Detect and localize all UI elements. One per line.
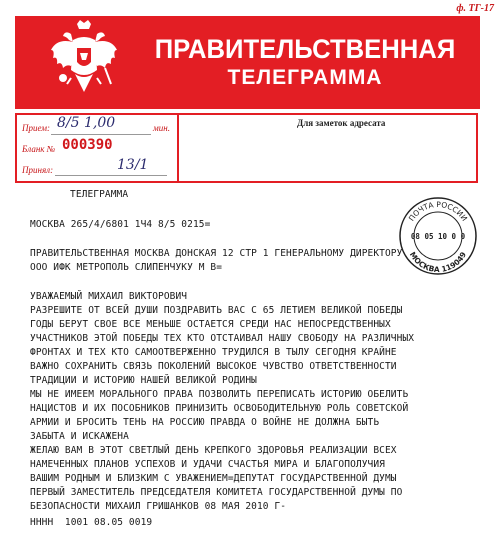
body-line: УВАЖАЕМЫЙ МИХАИЛ ВИКТОРОВИЧ (30, 291, 188, 302)
telegram-footer: НННН 1001 08.05 0019 (30, 517, 153, 528)
header-title-government: ПРАВИТЕЛЬСТВЕННАЯ (154, 34, 456, 64)
double-headed-eagle-emblem-icon (49, 20, 119, 104)
addressee-notes-label: Для заметок адресата (297, 118, 386, 128)
reception-info-box (15, 113, 478, 183)
accepted-underline (55, 175, 167, 176)
stamp-bottom-text: МОСКВА 119049 (407, 250, 469, 275)
body-line: БЕЗОПАСНОСТИ МИХАИЛ ГРИШАНКОВ 08 МАЯ 2010 Г- (30, 501, 287, 512)
body-line: НАЦИСТОВ И ИХ ПОСОБНИКОВ ПРИНИЗИТЬ ОСВОБОДИТЕЛЬНУЮ РОЛЬ СОВЕТСКОЙ (30, 403, 409, 414)
body-line: ФРОНТАХ И ТЕХ КТО САМООТВЕРЖЕННО ТРУДИЛСЯ В ТЫЛУ СЕГОДНЯ КРАЙНЕ (30, 347, 397, 358)
received-value: 8/5 1,00 (57, 115, 116, 131)
telegram-header (15, 16, 480, 109)
header-title-telegram: ТЕЛЕГРАММА (227, 66, 383, 89)
body-line: ГОДЫ БЕРУТ СВОЕ ВСЕ МЕНЬШЕ ОСТАЕТСЯ СРЕДИ НАС НЕПОСРЕДСТВЕННЫХ (30, 319, 391, 330)
form-code: ф. ТГ-17 (456, 3, 494, 14)
body-line: РАЗРЕШИТЕ ОТ ВСЕЙ ДУШИ ПОЗДРАВИТЬ ВАС С 65 ЛЕТИЕМ ВЕЛИКОЙ ПОБЕДЫ (30, 305, 403, 316)
body-line: АРМИИ И БРОСИТЬ ТЕНЬ НА РОССИЮ ПРАВДА О ВОЙНЕ НЕ ДОЛЖНА БЫТЬ (30, 417, 380, 428)
telegram-heading: ТЕЛЕГРАММА (70, 189, 129, 200)
body-line: МЫ НЕ ИМЕЕМ МОРАЛЬНОГО ПРАВА ПОЗВОЛИТЬ ПЕРЕПИСАТЬ ИСТОРИЮ ОБЕЛИТЬ (30, 389, 409, 400)
accepted-value: 13/1 (117, 157, 149, 173)
stamp-top-text: ПОЧТА РОССИИ (406, 199, 470, 223)
blank-number: 000390 (62, 137, 113, 153)
blank-number-label: Бланк № (22, 144, 56, 154)
received-underline (51, 134, 151, 135)
body-line: НАМЕЧЕННЫХ ПЛАНОВ УСПЕХОВ И УДАЧИ СЧАСТЬЯ МИРА И БЛАГОПОЛУЧИЯ (30, 459, 385, 470)
body-line: ТРАДИЦИИ И ИСТОРИЮ НАШЕЙ ВЕЛИКОЙ РОДИНЫ (30, 375, 257, 386)
telegram-route-line: МОСКВА 265/4/6801 1Ч4 8/5 0215= (30, 219, 211, 230)
address-line: ПРАВИТЕЛЬСТВЕННАЯ МОСКВА ДОНСКАЯ 12 СТР 1 ГЕНЕРАЛЬНОМУ ДИРЕКТОРУ (30, 248, 403, 259)
post-office-stamp (397, 195, 479, 277)
body-line: ВАШИМ РОДНЫМ И БЛИЗКИМ С УВАЖЕНИЕМ=ДЕПУТАТ ГОСУДАРСТВЕННОЙ ДУМЫ (30, 473, 397, 484)
stamp-date: 08 05 10 0 0 (410, 232, 466, 241)
minutes-label: мин. (153, 123, 170, 133)
body-line: УЧАСТНИКОВ ЭТОЙ ПОБЕДЫ ТЕХ КТО ОТСТАИВАЛ НАШУ СВОБОДУ НА РАЗЛИЧНЫХ (30, 333, 415, 344)
body-line: ПЕРВЫЙ ЗАМЕСТИТЕЛЬ ПРЕДСЕДАТЕЛЯ КОМИТЕТА ГОСУДАРСТВЕННОЙ ДУМЫ ПО (30, 487, 403, 498)
reception-fields (17, 115, 179, 181)
address-line: ООО ИФК МЕТРОПОЛЬ СЛИПЕНЧУКУ М В= (30, 262, 223, 273)
body-line: ВАЖНО СОХРАНИТЬ СВЯЗЬ ПОКОЛЕНИЙ ВЫСОКОЕ ЧУВСТВО ОТВЕТСТВЕННОСТИ (30, 361, 397, 372)
body-line: ЖЕЛАЮ ВАМ В ЭТОТ СВЕТЛЫЙ ДЕНЬ КРЕПКОГО ЗДОРОВЬЯ РЕАЛИЗАЦИИ ВСЕХ (30, 445, 397, 456)
body-line: ЗАБЫТА И ИСКАЖЕНА (30, 431, 129, 442)
accepted-label: Принял: (22, 165, 54, 175)
received-label: Прием: (22, 123, 51, 133)
